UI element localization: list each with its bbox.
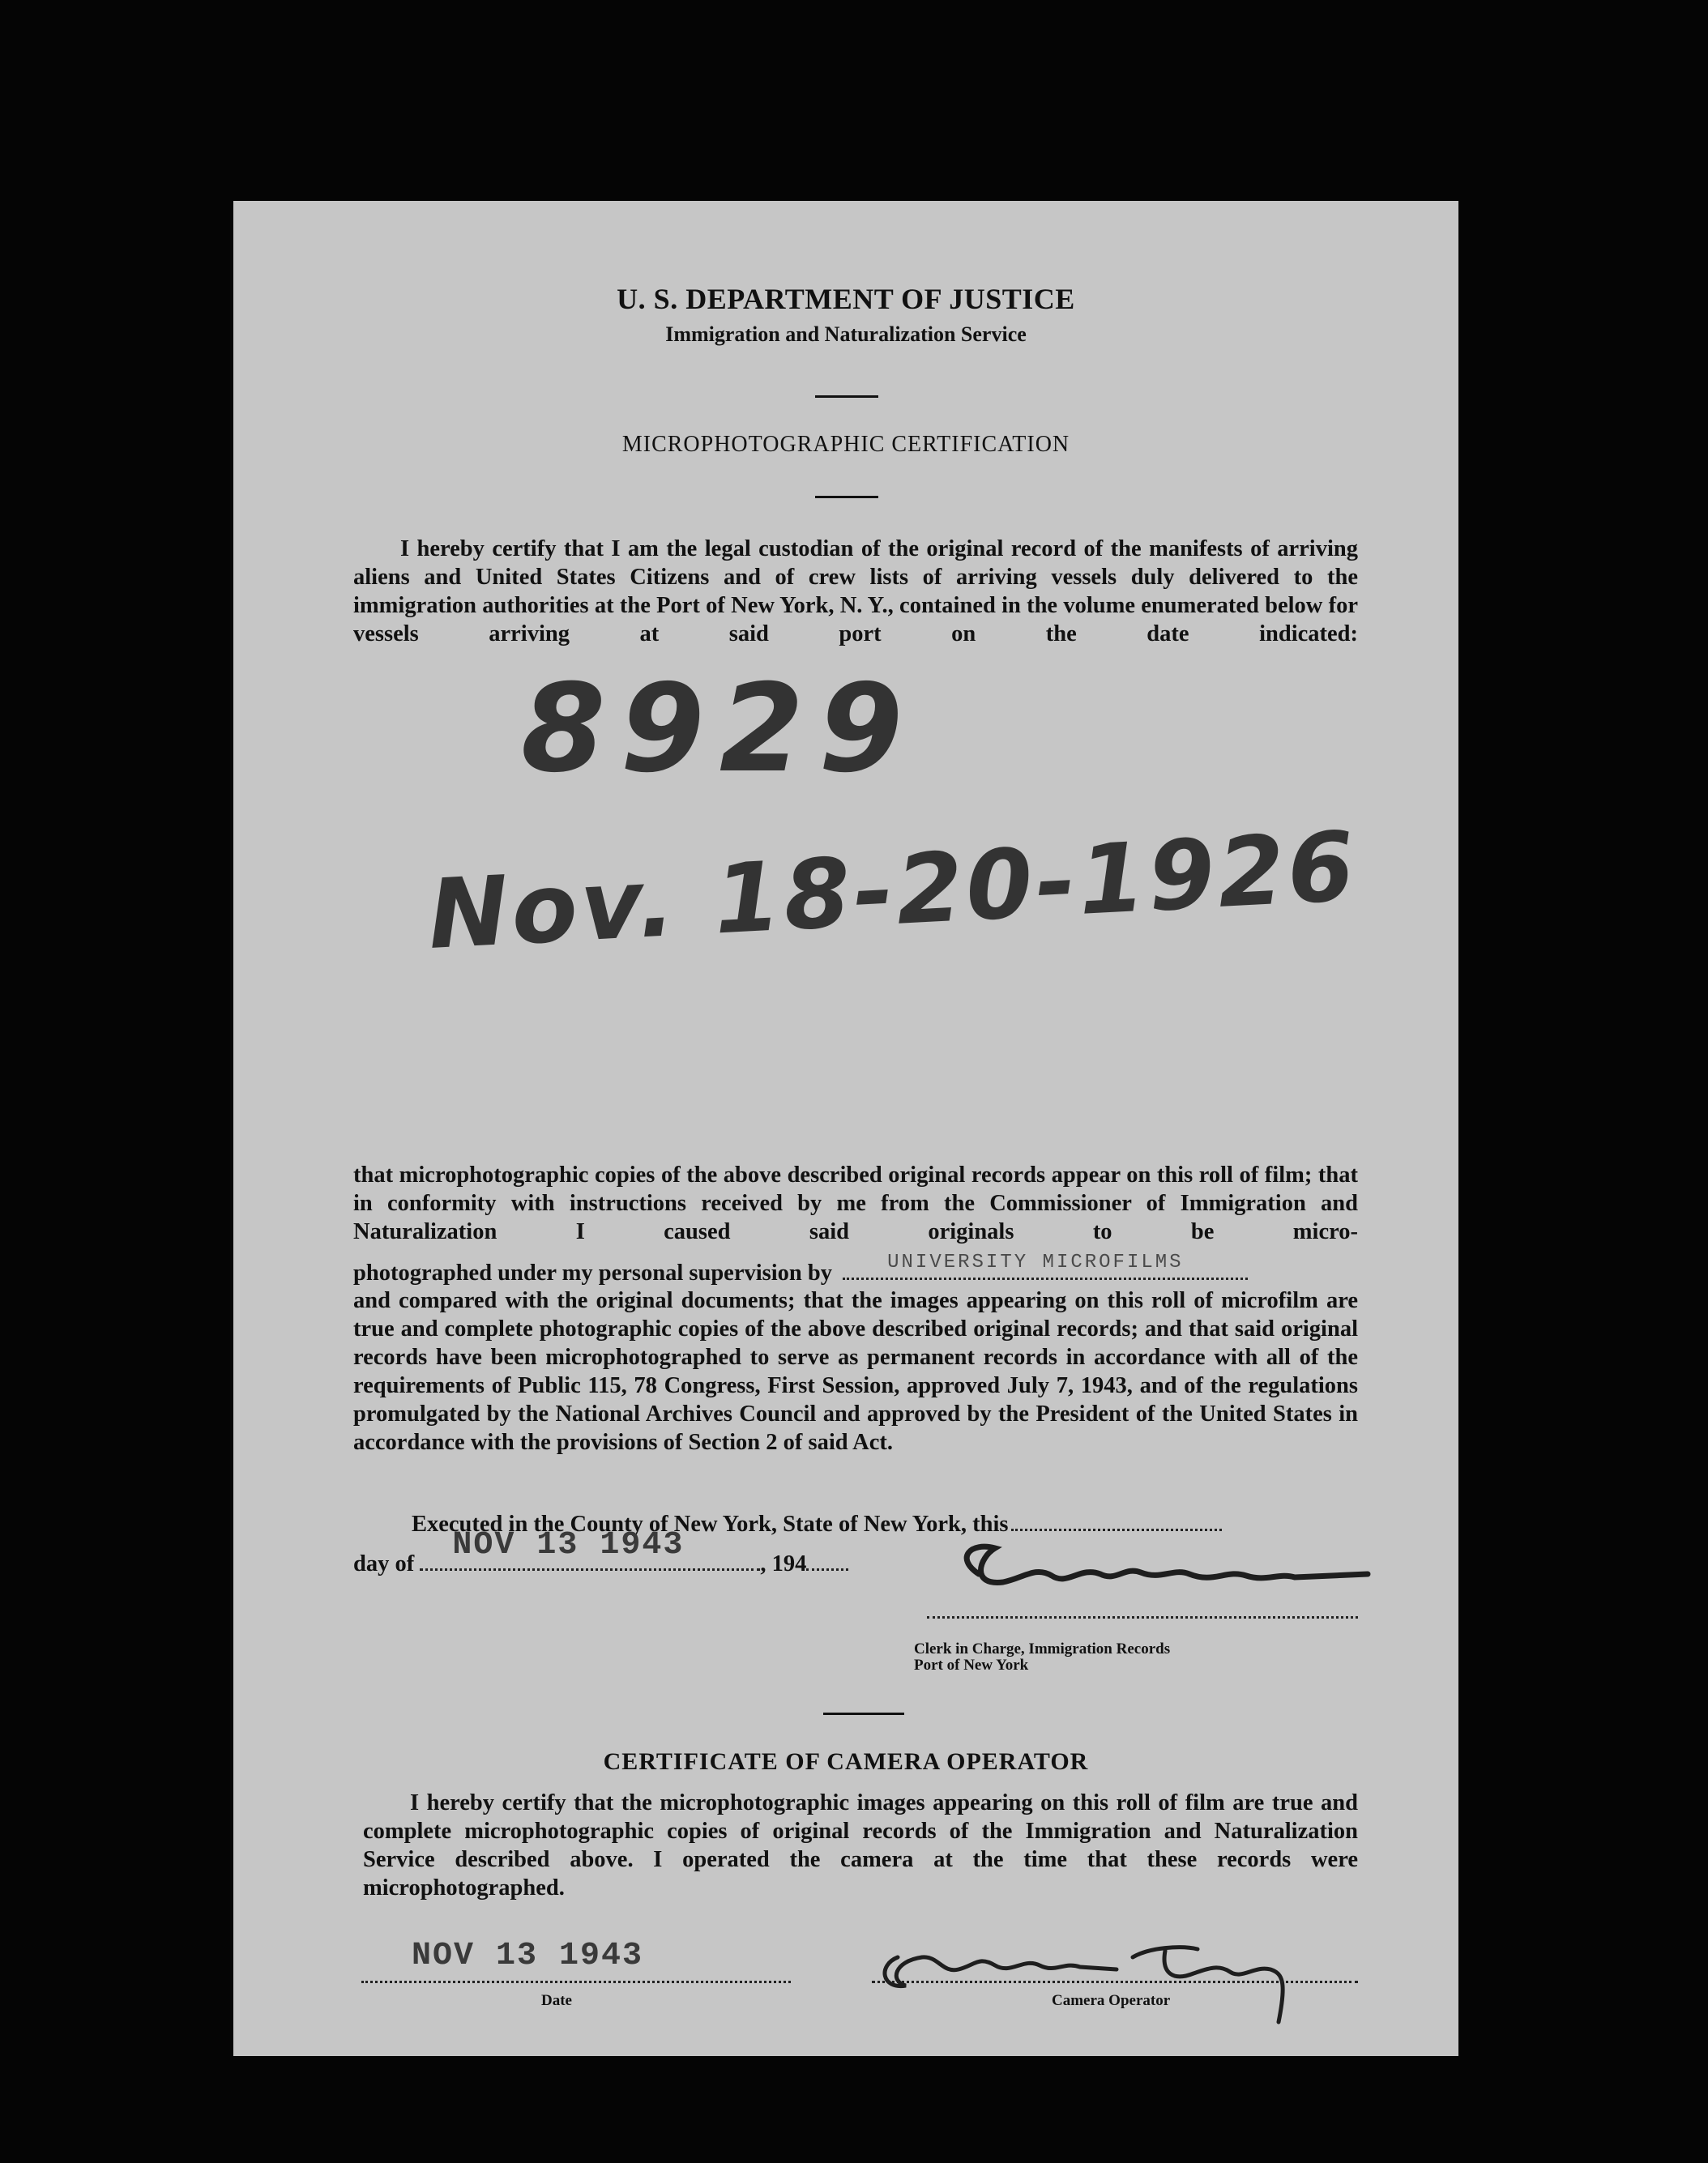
- day-stamp: NOV 13 1943: [452, 1527, 685, 1564]
- certification-body-part1: that microphotographic copies of the above described original records appear on this roll of film; that in conformity with instructions received by me from the Commissioner of Immigration and Naturalization I caused said originals to be micro-: [353, 1163, 1358, 1244]
- certification-intro: I hereby certify that I am the legal custodian of the original record of the manifests of arriving aliens and United States Citizens and of crew lists of arriving vessels duly delivered to the immigration authorities at the Port of New York, N. Y., contained in the volume enumerated below for vessels arriving at said port on the date indicated:: [353, 536, 1358, 646]
- certification-title: MICROPHOTOGRAPHIC CERTIFICATION: [621, 432, 1070, 457]
- camera-operator-statement: I hereby certify that the microphotographic images appearing on this roll of film are true and complete microphotographic copies of original records of the Immigration and Naturalization Service described above. I operated the camera at the time that these records were microphotographed.: [363, 1790, 1358, 1901]
- divider: [815, 395, 878, 398]
- clerk-title: Clerk in Charge, Immigration Records: [914, 1640, 1171, 1657]
- camera-operator-label: Camera Operator: [1052, 1992, 1171, 2009]
- clerk-signature-line: [927, 1597, 1358, 1619]
- supervisor-stamp: UNIVERSITY MICROFILMS: [887, 1252, 1184, 1273]
- service-subheading: Immigration and Naturalization Service: [665, 322, 1027, 346]
- department-heading: U. S. DEPARTMENT OF JUSTICE: [617, 283, 1075, 315]
- executed-line: Executed in the County of New York, State of New York, this: [412, 1509, 1222, 1538]
- camera-operator-heading: CERTIFICATE OF CAMERA OPERATOR: [603, 1748, 1089, 1775]
- divider: [823, 1713, 904, 1715]
- clerk-signature-scribble: [946, 1542, 1376, 1598]
- date-label: Date: [541, 1992, 572, 2009]
- clerk-port: Port of New York: [914, 1657, 1029, 1674]
- day-of-line: day of NOV 13 1943 , 194: [353, 1549, 848, 1578]
- certificate-page: [233, 201, 1458, 2056]
- divider: [815, 496, 878, 498]
- operator-date-stamp: NOV 13 1943: [412, 1938, 644, 1974]
- handwritten-volume-number: 8929: [521, 659, 918, 800]
- handwritten-arrival-dates: Nov. 18-20-1926: [425, 810, 1360, 971]
- supervision-line: photographed under my personal supervision by UNIVERSITY MICROFILMS: [353, 1258, 1248, 1287]
- certification-body-part2: and compared with the original documents; that the images appearing on this roll of microfilm are true and complete photographic copies of the above described original records; and that said original records have been microphotographed to serve as permanent records in accordance with all of the requirements of Public 115, 78 Congress, First Session, approved July 7, 1943, and of the regulations promulgated by the National Archives Council and approved by the President of the United States in accordance with the provisions of Section 2 of said Act.: [353, 1288, 1358, 1455]
- operator-signature-line: [872, 1961, 1358, 1983]
